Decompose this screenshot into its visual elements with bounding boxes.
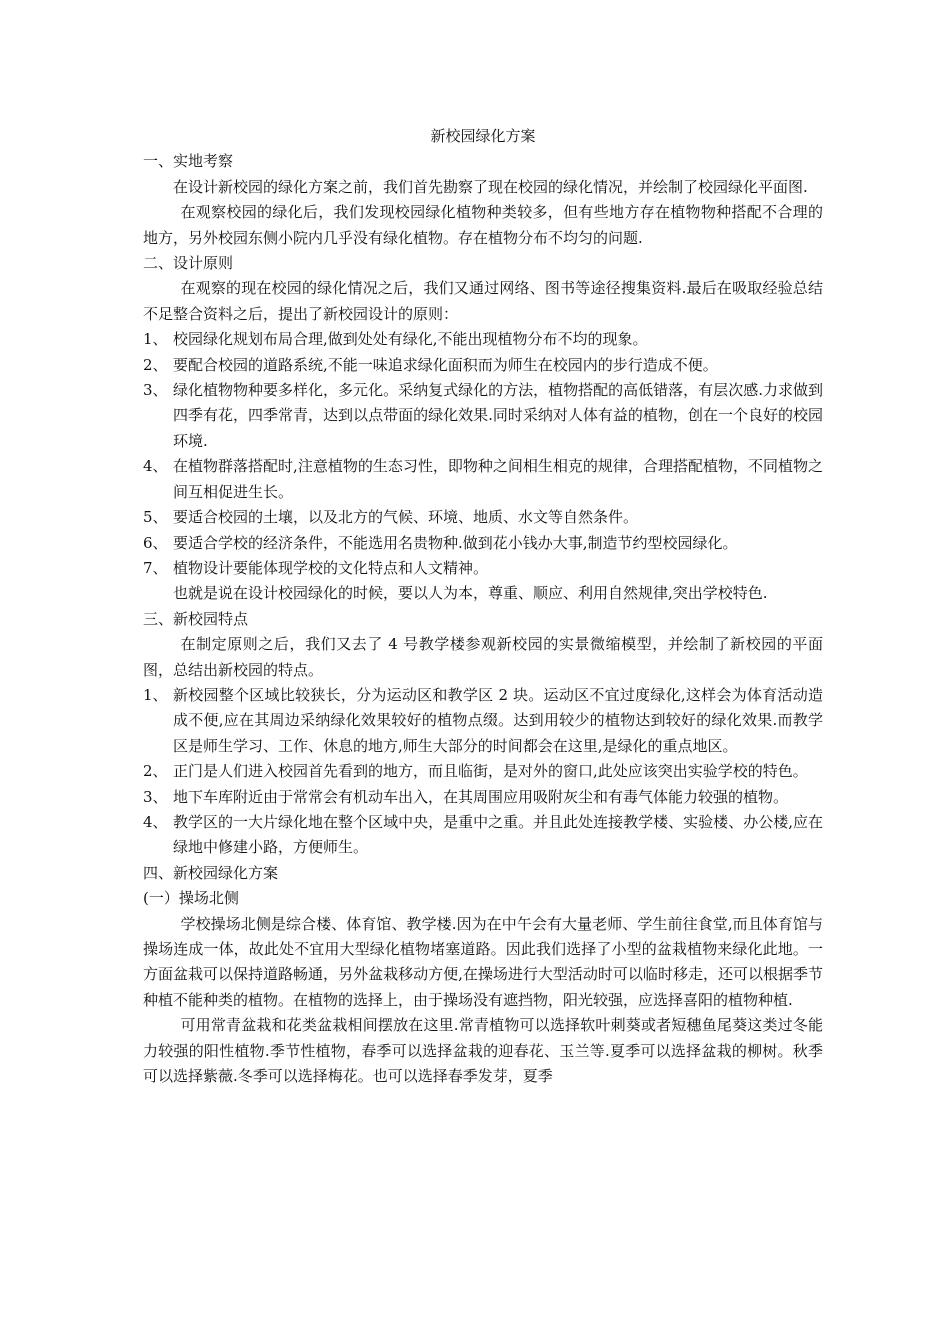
list-text: 地下车库附近由于常常会有机动车出入，在其周围应用吸附灰尘和有毒气体能力较强的植物。: [173, 787, 789, 806]
list-number: 6、: [143, 533, 168, 552]
list-number: 3、: [143, 381, 168, 400]
paragraph: 在观察校园的绿化后，我们发现校园绿化植物种类较多，但有些地方存在植物物种搭配不合理的地方，另外校园东侧小院内几乎没有绿化植物。存在植物分布不均匀的问题.: [143, 203, 823, 247]
list-text: 在植物群落搭配时,注意植物的生态习性，即物种之间相生相克的规律，合理搭配植物，不同植物之间互相促进生长。: [173, 457, 823, 501]
paragraph: 可用常青盆栽和花类盆栽相间摆放在这里.常青植物可以选择软叶刺葵或者短穗鱼尾葵这类过冬能力较强的阳性植物.季节性植物，春季可以选择盆栽的迎春花、玉兰等.夏季可以选择盆栽的柳树。秋季可以选择紫薇.冬季可以选择梅花。也可以选择春季发芽，夏季: [143, 1016, 823, 1086]
list-number: 1、: [143, 685, 168, 704]
list-item: [143, 454, 823, 505]
list-text: 植物设计要能体现学校的文化特点和人文精神。: [173, 558, 489, 577]
paragraph: 也就是说在设计校园绿化的时候，要以人为本，尊重、顺应、利用自然规律,突出学校特色.: [173, 584, 768, 603]
list-text: 要配合校园的道路系统,不能一味追求绿化面积而为师生在校园内的步行造成不便。: [173, 355, 718, 374]
principles-list: [143, 327, 823, 581]
list-item: [143, 353, 823, 378]
features-list: [143, 683, 823, 861]
list-item: [143, 810, 823, 861]
list-text: 正门是人们进入校园首先看到的地方，而且临街，是对外的窗口,此处应该突出实验学校的特色。: [173, 762, 808, 781]
list-item: [143, 327, 823, 352]
paragraph: 在观察的现在校园的绿化情况之后，我们又通过网络、图书等途径搜集资料.最后在吸取经验总结不足整合资料之后，提出了新校园设计的原则：: [143, 279, 823, 323]
list-item: [143, 785, 823, 810]
list-item: [143, 505, 823, 530]
list-number: 4、: [143, 457, 168, 476]
list-text: 新校园整个区域比较狭长，分为运动区和教学区 2 块。运动区不宜过度绿化,这样会为体育活动造成不便,应在其周边采纳绿化效果较好的植物点缀。达到用较少的植物达到较好的绿化效果.而教学区是师生学习、工作、休息的地方,师生大部分的时间都会在这里,是绿化的重点地区。: [173, 685, 823, 755]
list-text: 要适合学校的经济条件，不能选用名贵物种.做到花小钱办大事,制造节约型校园绿化。: [173, 533, 738, 552]
list-item: [143, 556, 823, 581]
list-item: [143, 531, 823, 556]
list-text: 要适合校园的土壤，以及北方的气候、环境、地质、水文等自然条件。: [173, 508, 639, 527]
section-heading-2: 二、设计原则: [143, 254, 234, 273]
list-number: 4、: [143, 812, 168, 831]
list-text: 校园绿化规划布局合理,做到处处有绿化,不能出现植物分布不均的现象。: [173, 330, 648, 349]
paragraph: 在制定原则之后，我们又去了 4 号教学楼参观新校园的实景微缩模型，并绘制了新校园的平面图，总结出新校园的特点。: [143, 635, 823, 679]
list-number: 1、: [143, 330, 168, 349]
list-number: 2、: [143, 355, 168, 374]
list-item: [143, 683, 823, 759]
document-title: 新校园绿化方案: [430, 127, 536, 145]
list-item: [143, 759, 823, 784]
paragraph: 在设计新校园的绿化方案之前，我们首先勘察了现在校园的绿化情况，并绘制了校园绿化平面图.: [173, 177, 808, 196]
section-heading-3: 三、新校园特点: [143, 609, 249, 628]
document-page: [143, 124, 823, 1089]
list-number: 5、: [143, 508, 168, 527]
paragraph: 学校操场北侧是综合楼、体育馆、教学楼.因为在中午会有大量老师、学生前往食堂,而且体育馆与操场连成一体，故此处不宜用大型绿化植物堵塞道路。因此我们选择了小型的盆栽植物来绿化此地。一方面盆栽可以保持道路畅通，另外盆栽移动方便,在操场进行大型活动时可以临时移走，还可以根据季节种植不能种类的植物。在植物的选择上，由于操场没有遮挡物，阳光较强，应选择喜阳的植物种植.: [143, 914, 823, 1009]
section-heading-4: 四、新校园绿化方案: [143, 863, 279, 882]
list-number: 2、: [143, 762, 168, 781]
list-item: [143, 378, 823, 454]
list-text: 绿化植物物种要多样化，多元化。采纳复式绿化的方法，植物搭配的高低错落，有层次感.力求做到四季有花，四季常青，达到以点带面的绿化效果.同时采纳对人体有益的植物，创在一个良好的校园环境.: [173, 381, 823, 450]
subsection-heading: (一）操场北侧: [143, 889, 239, 908]
list-number: 7、: [143, 558, 168, 577]
list-text: 教学区的一大片绿化地在整个区域中央，是重中之重。并且此处连接教学楼、实验楼、办公楼,应在绿地中修建小路，方便师生。: [173, 812, 823, 857]
list-number: 3、: [143, 787, 168, 806]
section-heading-1: 一、实地考察: [143, 152, 234, 171]
